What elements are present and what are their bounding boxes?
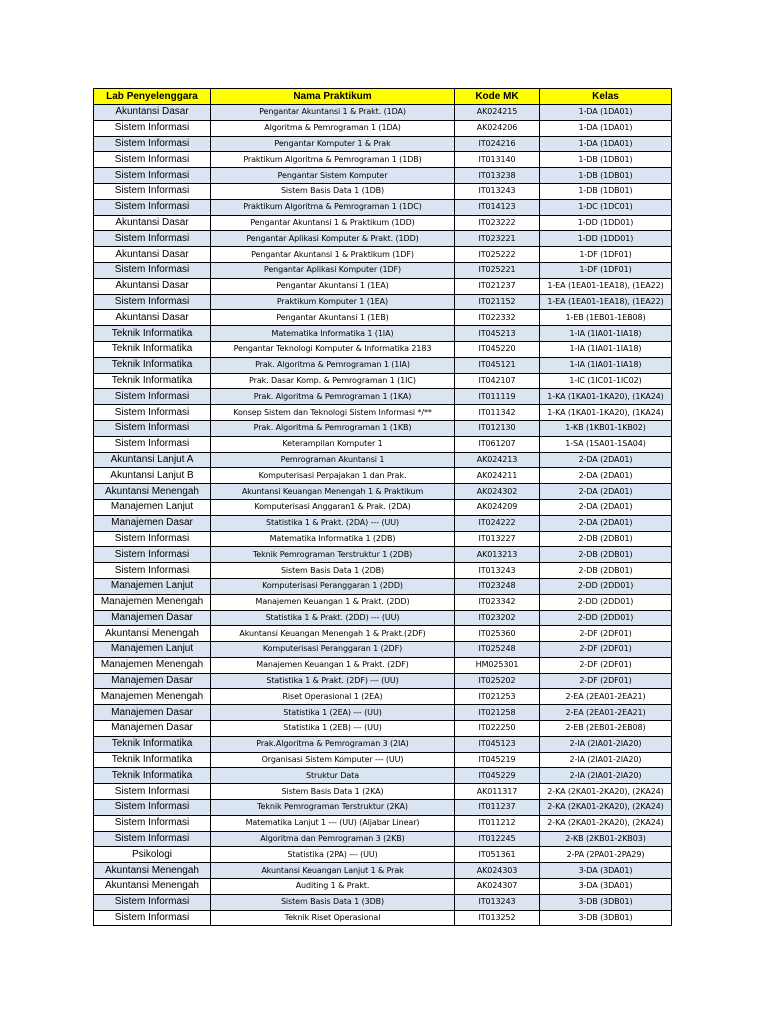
cell-lab-penyelenggara: Manajemen Dasar xyxy=(94,673,211,689)
cell-kelas: 1-KA (1KA01-1KA20), (1KA24) xyxy=(540,405,672,421)
cell-kelas: 1-DB (1DB01) xyxy=(540,168,672,184)
cell-lab-penyelenggara: Akuntansi Dasar xyxy=(94,278,211,294)
cell-lab-penyelenggara: Sistem Informasi xyxy=(94,405,211,421)
cell-nama-praktikum: Pengantar Komputer 1 & Prak xyxy=(211,136,455,152)
cell-kode-mk: IT042107 xyxy=(455,373,540,389)
table-row xyxy=(94,847,672,863)
cell-nama-praktikum: Struktur Data xyxy=(211,768,455,784)
cell-kode-mk: AK013213 xyxy=(455,547,540,563)
cell-kode-mk: AK011317 xyxy=(455,784,540,800)
cell-nama-praktikum: Statistika 1 & Prakt. (2DA) --- (UU) xyxy=(211,515,455,531)
cell-lab-penyelenggara: Manajemen Menengah xyxy=(94,689,211,705)
cell-lab-penyelenggara: Sistem Informasi xyxy=(94,199,211,215)
cell-kode-mk: AK024215 xyxy=(455,105,540,121)
cell-kode-mk: IT045229 xyxy=(455,768,540,784)
cell-lab-penyelenggara: Manajemen Dasar xyxy=(94,705,211,721)
cell-lab-penyelenggara: Teknik Informatika xyxy=(94,341,211,357)
cell-kelas: 2-KB (2KB01-2KB03) xyxy=(540,831,672,847)
cell-nama-praktikum: Teknik Pemrograman Terstruktur 1 (2DB) xyxy=(211,547,455,563)
cell-nama-praktikum: Konsep Sistem dan Teknologi Sistem Informasi */** xyxy=(211,405,455,421)
table-row xyxy=(94,800,672,816)
table-row xyxy=(94,452,672,468)
cell-lab-penyelenggara: Sistem Informasi xyxy=(94,136,211,152)
cell-kode-mk: IT021253 xyxy=(455,689,540,705)
table-row xyxy=(94,831,672,847)
cell-lab-penyelenggara: Sistem Informasi xyxy=(94,436,211,452)
cell-lab-penyelenggara: Sistem Informasi xyxy=(94,294,211,310)
cell-kode-mk: IT045121 xyxy=(455,357,540,373)
cell-kode-mk: IT023221 xyxy=(455,231,540,247)
cell-lab-penyelenggara: Manajemen Dasar xyxy=(94,721,211,737)
cell-kelas: 2-DF (2DF01) xyxy=(540,642,672,658)
cell-kelas: 1-DD (1DD01) xyxy=(540,231,672,247)
cell-kode-mk: AK024209 xyxy=(455,499,540,515)
table-row xyxy=(94,547,672,563)
cell-kode-mk: IT061207 xyxy=(455,436,540,452)
cell-kelas: 2-EA (2EA01-2EA21) xyxy=(540,705,672,721)
cell-lab-penyelenggara: Teknik Informatika xyxy=(94,752,211,768)
cell-kelas: 2-DF (2DF01) xyxy=(540,673,672,689)
cell-kode-mk: IT045220 xyxy=(455,341,540,357)
cell-kode-mk: AK024211 xyxy=(455,468,540,484)
cell-kode-mk: IT011212 xyxy=(455,815,540,831)
cell-kelas: 1-DF (1DF01) xyxy=(540,247,672,263)
cell-kode-mk: IT021152 xyxy=(455,294,540,310)
cell-kelas: 2-IA (2IA01-2IA20) xyxy=(540,752,672,768)
cell-nama-praktikum: Pengantar Akuntansi 1 & Prakt. (1DA) xyxy=(211,105,455,121)
cell-nama-praktikum: Prak. Algoritma & Pemrograman 1 (1KB) xyxy=(211,420,455,436)
table-row xyxy=(94,231,672,247)
cell-kode-mk: IT025222 xyxy=(455,247,540,263)
cell-lab-penyelenggara: Manajemen Lanjut xyxy=(94,642,211,658)
cell-kode-mk: AK024303 xyxy=(455,863,540,879)
table-row xyxy=(94,736,672,752)
cell-nama-praktikum: Statistika (2PA) --- (UU) xyxy=(211,847,455,863)
cell-kelas: 1-DA (1DA01) xyxy=(540,136,672,152)
table-row xyxy=(94,341,672,357)
cell-nama-praktikum: Statistika 1 (2EB) --- (UU) xyxy=(211,721,455,737)
cell-nama-praktikum: Prak. Dasar Komp. & Pemrograman 1 (1IC) xyxy=(211,373,455,389)
cell-kode-mk: IT013227 xyxy=(455,531,540,547)
cell-lab-penyelenggara: Akuntansi Menengah xyxy=(94,879,211,895)
cell-lab-penyelenggara: Manajemen Lanjut xyxy=(94,578,211,594)
cell-nama-praktikum: Sistem Basis Data 1 (2KA) xyxy=(211,784,455,800)
cell-nama-praktikum: Teknik Riset Operasional xyxy=(211,910,455,926)
cell-kelas: 2-KA (2KA01-2KA20), (2KA24) xyxy=(540,784,672,800)
cell-kode-mk: IT025202 xyxy=(455,673,540,689)
table-row xyxy=(94,310,672,326)
cell-nama-praktikum: Teknik Pemrograman Terstruktur (2KA) xyxy=(211,800,455,816)
cell-nama-praktikum: Riset Operasional 1 (2EA) xyxy=(211,689,455,705)
cell-kelas: 1-IA (1IA01-1IA18) xyxy=(540,341,672,357)
table-row xyxy=(94,657,672,673)
table-row xyxy=(94,136,672,152)
cell-kode-mk: IT013243 xyxy=(455,563,540,579)
table-row xyxy=(94,578,672,594)
cell-lab-penyelenggara: Akuntansi Menengah xyxy=(94,863,211,879)
cell-lab-penyelenggara: Sistem Informasi xyxy=(94,784,211,800)
cell-kode-mk: IT025221 xyxy=(455,262,540,278)
table-row xyxy=(94,879,672,895)
cell-nama-praktikum: Pengantar Akuntansi 1 (1EA) xyxy=(211,278,455,294)
cell-kelas: 1-EA (1EA01-1EA18), (1EA22) xyxy=(540,278,672,294)
cell-kelas: 1-DA (1DA01) xyxy=(540,105,672,121)
cell-nama-praktikum: Pengantar Sistem Komputer xyxy=(211,168,455,184)
cell-lab-penyelenggara: Akuntansi Menengah xyxy=(94,626,211,642)
cell-kelas: 1-DA (1DA01) xyxy=(540,120,672,136)
cell-lab-penyelenggara: Sistem Informasi xyxy=(94,152,211,168)
header-kode-mk: Kode MK xyxy=(455,89,540,105)
cell-nama-praktikum: Sistem Basis Data 1 (3DB) xyxy=(211,894,455,910)
cell-lab-penyelenggara: Akuntansi Dasar xyxy=(94,247,211,263)
cell-nama-praktikum: Komputerisasi Peranggaran 1 (2DD) xyxy=(211,578,455,594)
cell-kelas: 3-DA (3DA01) xyxy=(540,863,672,879)
cell-kelas: 1-KA (1KA01-1KA20), (1KA24) xyxy=(540,389,672,405)
cell-nama-praktikum: Matematika Lanjut 1 --- (UU) (Aljabar Linear) xyxy=(211,815,455,831)
cell-nama-praktikum: Sistem Basis Data 1 (2DB) xyxy=(211,563,455,579)
cell-lab-penyelenggara: Sistem Informasi xyxy=(94,231,211,247)
cell-lab-penyelenggara: Psikologi xyxy=(94,847,211,863)
cell-kode-mk: IT045123 xyxy=(455,736,540,752)
cell-kode-mk: IT023248 xyxy=(455,578,540,594)
cell-kelas: 1-SA (1SA01-1SA04) xyxy=(540,436,672,452)
cell-kelas: 2-DA (2DA01) xyxy=(540,484,672,500)
cell-kelas: 1-IA (1IA01-1IA18) xyxy=(540,357,672,373)
cell-kelas: 2-IA (2IA01-2IA20) xyxy=(540,768,672,784)
cell-kode-mk: IT012130 xyxy=(455,420,540,436)
cell-nama-praktikum: Praktikum Komputer 1 (1EA) xyxy=(211,294,455,310)
cell-kode-mk: IT023342 xyxy=(455,594,540,610)
cell-lab-penyelenggara: Akuntansi Lanjut B xyxy=(94,468,211,484)
cell-nama-praktikum: Statistika 1 & Prakt. (2DD) --- (UU) xyxy=(211,610,455,626)
table-row xyxy=(94,863,672,879)
cell-lab-penyelenggara: Sistem Informasi xyxy=(94,910,211,926)
cell-lab-penyelenggara: Sistem Informasi xyxy=(94,389,211,405)
cell-kode-mk: IT022332 xyxy=(455,310,540,326)
cell-kode-mk: IT014123 xyxy=(455,199,540,215)
cell-kode-mk: IT051361 xyxy=(455,847,540,863)
cell-kode-mk: IT045219 xyxy=(455,752,540,768)
cell-kode-mk: IT013252 xyxy=(455,910,540,926)
table-row xyxy=(94,910,672,926)
table-row xyxy=(94,468,672,484)
cell-kelas: 1-EB (1EB01-1EB08) xyxy=(540,310,672,326)
cell-lab-penyelenggara: Sistem Informasi xyxy=(94,168,211,184)
cell-kelas: 1-EA (1EA01-1EA18), (1EA22) xyxy=(540,294,672,310)
cell-kode-mk: IT024216 xyxy=(455,136,540,152)
cell-nama-praktikum: Algoritma & Pemrograman 1 (1DA) xyxy=(211,120,455,136)
cell-nama-praktikum: Matematika Informatika 1 (1IA) xyxy=(211,326,455,342)
cell-kode-mk: IT012245 xyxy=(455,831,540,847)
cell-kelas: 2-DB (2DB01) xyxy=(540,563,672,579)
cell-nama-praktikum: Pengantar Akuntansi 1 & Praktikum (1DD) xyxy=(211,215,455,231)
cell-lab-penyelenggara: Sistem Informasi xyxy=(94,183,211,199)
cell-kelas: 1-IA (1IA01-1IA18) xyxy=(540,326,672,342)
cell-kode-mk: IT025248 xyxy=(455,642,540,658)
cell-lab-penyelenggara: Manajemen Menengah xyxy=(94,657,211,673)
table-row xyxy=(94,705,672,721)
cell-kode-mk: AK024213 xyxy=(455,452,540,468)
header-kelas: Kelas xyxy=(540,89,672,105)
cell-kelas: 3-DB (3DB01) xyxy=(540,910,672,926)
cell-kode-mk: IT021258 xyxy=(455,705,540,721)
cell-kelas: 1-DF (1DF01) xyxy=(540,262,672,278)
cell-kelas: 3-DA (3DA01) xyxy=(540,879,672,895)
table-row xyxy=(94,247,672,263)
table-row xyxy=(94,752,672,768)
cell-nama-praktikum: Komputerisasi Perpajakan 1 dan Prak. xyxy=(211,468,455,484)
cell-nama-praktikum: Pengantar Akuntansi 1 & Praktikum (1DF) xyxy=(211,247,455,263)
cell-nama-praktikum: Akuntansi Keuangan Lanjut 1 & Prak xyxy=(211,863,455,879)
cell-nama-praktikum: Statistika 1 (2EA) --- (UU) xyxy=(211,705,455,721)
header-nama-praktikum: Nama Praktikum xyxy=(211,89,455,105)
cell-kelas: 2-DD (2DD01) xyxy=(540,578,672,594)
table-row xyxy=(94,642,672,658)
cell-nama-praktikum: Statistika 1 & Prakt. (2DF) --- (UU) xyxy=(211,673,455,689)
cell-lab-penyelenggara: Teknik Informatika xyxy=(94,736,211,752)
cell-kelas: 1-IC (1IC01-1IC02) xyxy=(540,373,672,389)
cell-lab-penyelenggara: Akuntansi Lanjut A xyxy=(94,452,211,468)
cell-kode-mk: AK024307 xyxy=(455,879,540,895)
cell-nama-praktikum: Auditing 1 & Prakt. xyxy=(211,879,455,895)
table-row xyxy=(94,183,672,199)
table-row xyxy=(94,357,672,373)
cell-kelas: 1-KB (1KB01-1KB02) xyxy=(540,420,672,436)
cell-kode-mk: IT011119 xyxy=(455,389,540,405)
table-row xyxy=(94,326,672,342)
cell-kelas: 2-DA (2DA01) xyxy=(540,515,672,531)
table-row xyxy=(94,563,672,579)
cell-nama-praktikum: Prak.Algoritma & Pemrograman 3 (2IA) xyxy=(211,736,455,752)
cell-kelas: 2-DA (2DA01) xyxy=(540,452,672,468)
cell-lab-penyelenggara: Sistem Informasi xyxy=(94,262,211,278)
cell-kode-mk: IT013243 xyxy=(455,894,540,910)
cell-nama-praktikum: Pengantar Teknologi Komputer & Informatika 2183 xyxy=(211,341,455,357)
cell-kelas: 2-DF (2DF01) xyxy=(540,657,672,673)
cell-nama-praktikum: Matematika Informatika 1 (2DB) xyxy=(211,531,455,547)
cell-kelas: 2-PA (2PA01-2PA29) xyxy=(540,847,672,863)
cell-kelas: 2-EB (2EB01-2EB08) xyxy=(540,721,672,737)
cell-lab-penyelenggara: Sistem Informasi xyxy=(94,831,211,847)
table-row xyxy=(94,168,672,184)
cell-kelas: 2-DD (2DD01) xyxy=(540,594,672,610)
table-row xyxy=(94,389,672,405)
cell-lab-penyelenggara: Sistem Informasi xyxy=(94,547,211,563)
cell-lab-penyelenggara: Akuntansi Dasar xyxy=(94,310,211,326)
cell-kelas: 2-KA (2KA01-2KA20), (2KA24) xyxy=(540,815,672,831)
cell-lab-penyelenggara: Sistem Informasi xyxy=(94,894,211,910)
table-header-row xyxy=(94,89,672,105)
cell-kelas: 1-DB (1DB01) xyxy=(540,152,672,168)
cell-lab-penyelenggara: Sistem Informasi xyxy=(94,531,211,547)
table-row xyxy=(94,120,672,136)
cell-lab-penyelenggara: Sistem Informasi xyxy=(94,420,211,436)
cell-kode-mk: IT023202 xyxy=(455,610,540,626)
cell-kode-mk: IT013243 xyxy=(455,183,540,199)
cell-nama-praktikum: Pengantar Akuntansi 1 (1EB) xyxy=(211,310,455,326)
cell-kelas: 2-DD (2DD01) xyxy=(540,610,672,626)
cell-kode-mk: AK024302 xyxy=(455,484,540,500)
cell-lab-penyelenggara: Akuntansi Dasar xyxy=(94,215,211,231)
cell-lab-penyelenggara: Sistem Informasi xyxy=(94,120,211,136)
table-row xyxy=(94,105,672,121)
cell-kelas: 3-DB (3DB01) xyxy=(540,894,672,910)
cell-lab-penyelenggara: Manajemen Lanjut xyxy=(94,499,211,515)
header-lab-penyelenggara: Lab Penyelenggara xyxy=(94,89,211,105)
cell-nama-praktikum: Manajemen Keuangan 1 & Prakt. (2DD) xyxy=(211,594,455,610)
cell-lab-penyelenggara: Sistem Informasi xyxy=(94,563,211,579)
cell-kelas: 2-DB (2DB01) xyxy=(540,531,672,547)
cell-nama-praktikum: Pengantar Aplikasi Komputer (1DF) xyxy=(211,262,455,278)
cell-kode-mk: IT024222 xyxy=(455,515,540,531)
cell-kelas: 2-DB (2DB01) xyxy=(540,547,672,563)
table-row xyxy=(94,894,672,910)
cell-lab-penyelenggara: Akuntansi Menengah xyxy=(94,484,211,500)
table-row xyxy=(94,673,672,689)
cell-lab-penyelenggara: Manajemen Dasar xyxy=(94,610,211,626)
table-row xyxy=(94,626,672,642)
cell-nama-praktikum: Algoritma dan Pemrograman 3 (2KB) xyxy=(211,831,455,847)
table-row xyxy=(94,610,672,626)
table-body xyxy=(94,105,672,926)
table-row xyxy=(94,405,672,421)
cell-lab-penyelenggara: Manajemen Menengah xyxy=(94,594,211,610)
cell-kelas: 2-DA (2DA01) xyxy=(540,499,672,515)
table-row xyxy=(94,689,672,705)
cell-nama-praktikum: Organisasi Sistem Komputer --- (UU) xyxy=(211,752,455,768)
cell-lab-penyelenggara: Teknik Informatika xyxy=(94,373,211,389)
table-row xyxy=(94,484,672,500)
cell-kode-mk: IT021237 xyxy=(455,278,540,294)
table-row xyxy=(94,152,672,168)
cell-kelas: 2-IA (2IA01-2IA20) xyxy=(540,736,672,752)
table-row xyxy=(94,721,672,737)
cell-nama-praktikum: Komputerisasi Anggaran1 & Prak. (2DA) xyxy=(211,499,455,515)
cell-nama-praktikum: Sistem Basis Data 1 (1DB) xyxy=(211,183,455,199)
cell-kode-mk: IT022250 xyxy=(455,721,540,737)
cell-kode-mk: HM025301 xyxy=(455,657,540,673)
cell-kelas: 1-DC (1DC01) xyxy=(540,199,672,215)
table-row xyxy=(94,294,672,310)
cell-lab-penyelenggara: Teknik Informatika xyxy=(94,357,211,373)
table-row xyxy=(94,278,672,294)
table-row xyxy=(94,215,672,231)
table-row xyxy=(94,515,672,531)
cell-kode-mk: IT023222 xyxy=(455,215,540,231)
table-row xyxy=(94,373,672,389)
cell-nama-praktikum: Akuntansi Keuangan Menengah 1 & Praktikum xyxy=(211,484,455,500)
praktikum-schedule-table xyxy=(93,88,672,926)
cell-lab-penyelenggara: Sistem Informasi xyxy=(94,800,211,816)
table-row xyxy=(94,499,672,515)
table-row xyxy=(94,420,672,436)
cell-nama-praktikum: Prak. Algoritma & Pemrograman 1 (1KA) xyxy=(211,389,455,405)
cell-kelas: 2-DA (2DA01) xyxy=(540,468,672,484)
cell-kode-mk: IT011237 xyxy=(455,800,540,816)
cell-nama-praktikum: Keterampilan Komputer 1 xyxy=(211,436,455,452)
cell-kode-mk: IT013140 xyxy=(455,152,540,168)
cell-kode-mk: IT045213 xyxy=(455,326,540,342)
cell-nama-praktikum: Praktikum Algoritma & Pemrograman 1 (1DC) xyxy=(211,199,455,215)
table-row xyxy=(94,262,672,278)
cell-nama-praktikum: Praktikum Algoritma & Pemrograman 1 (1DB) xyxy=(211,152,455,168)
cell-lab-penyelenggara: Teknik Informatika xyxy=(94,326,211,342)
table-row xyxy=(94,768,672,784)
cell-kode-mk: IT025360 xyxy=(455,626,540,642)
table-row xyxy=(94,531,672,547)
table-row xyxy=(94,199,672,215)
cell-lab-penyelenggara: Akuntansi Dasar xyxy=(94,105,211,121)
cell-kelas: 2-KA (2KA01-2KA20), (2KA24) xyxy=(540,800,672,816)
cell-nama-praktikum: Pengantar Aplikasi Komputer & Prakt. (1DD) xyxy=(211,231,455,247)
cell-nama-praktikum: Prak. Algoritma & Pemrograman 1 (1IA) xyxy=(211,357,455,373)
cell-kode-mk: IT011342 xyxy=(455,405,540,421)
cell-nama-praktikum: Akuntansi Keuangan Menengah 1 & Prakt.(2DF) xyxy=(211,626,455,642)
cell-lab-penyelenggara: Manajemen Dasar xyxy=(94,515,211,531)
cell-kelas: 2-EA (2EA01-2EA21) xyxy=(540,689,672,705)
cell-kelas: 1-DD (1DD01) xyxy=(540,215,672,231)
table-row xyxy=(94,436,672,452)
table-row xyxy=(94,784,672,800)
cell-nama-praktikum: Komputerisasi Peranggaran 1 (2DF) xyxy=(211,642,455,658)
cell-lab-penyelenggara: Sistem Informasi xyxy=(94,815,211,831)
cell-lab-penyelenggara: Teknik Informatika xyxy=(94,768,211,784)
cell-nama-praktikum: Manajemen Keuangan 1 & Prakt. (2DF) xyxy=(211,657,455,673)
table-row xyxy=(94,594,672,610)
cell-kode-mk: IT013238 xyxy=(455,168,540,184)
cell-kode-mk: AK024206 xyxy=(455,120,540,136)
cell-kelas: 2-DF (2DF01) xyxy=(540,626,672,642)
cell-kelas: 1-DB (1DB01) xyxy=(540,183,672,199)
cell-nama-praktikum: Pemrograman Akuntansi 1 xyxy=(211,452,455,468)
table-row xyxy=(94,815,672,831)
